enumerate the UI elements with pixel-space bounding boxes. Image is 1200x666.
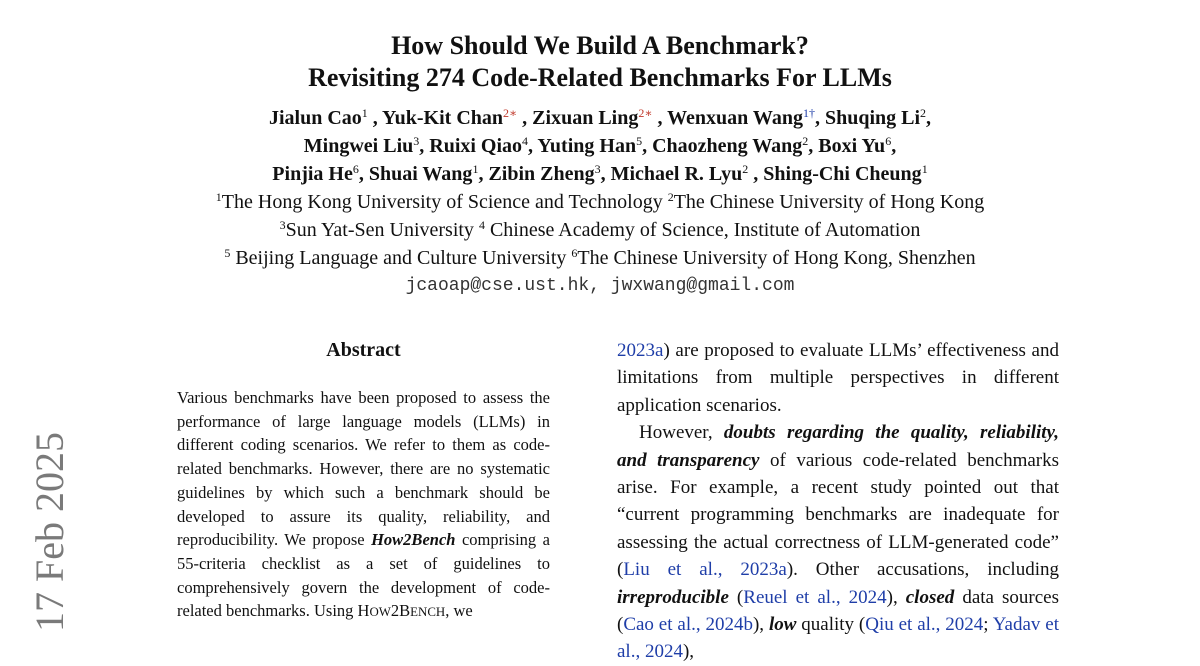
- citation-link[interactable]: 2023a: [617, 340, 664, 361]
- author-name: Jialun Cao: [268, 107, 362, 129]
- author-separator: ,: [528, 135, 538, 157]
- intro-text: (: [728, 586, 744, 608]
- intro-paragraph-2: [617, 419, 1059, 666]
- affiliation-number: 1: [215, 190, 222, 204]
- abstract-body: [177, 386, 550, 625]
- intro-text: ),: [682, 641, 695, 663]
- author-line-1: [0, 104, 1200, 132]
- author-name: Zixuan Ling: [532, 107, 639, 129]
- author-name: Zibin Zheng: [488, 163, 595, 185]
- intro-text: ) are proposed to evaluate LLMs’ effectiveness and limitations from multiple perspectives in different application scenarios.: [617, 340, 1059, 416]
- affiliation-list: [0, 188, 1200, 272]
- arxiv-date-stamp: [27, 420, 72, 635]
- author-name: Wenxuan Wang: [667, 107, 803, 129]
- affiliation-line-2: [0, 216, 1200, 244]
- author-affiliation-mark: 1: [361, 106, 368, 120]
- intro-text: ). Other accusations, including: [786, 559, 1059, 581]
- author-affiliation-mark: 1†: [802, 106, 815, 120]
- paper-title-line-1: How Should We Build A Benchmark?: [391, 31, 809, 60]
- author-separator: ,: [814, 107, 825, 129]
- intro-paragraph-1: [617, 337, 1059, 419]
- author-list: [0, 104, 1200, 188]
- contact-email: jcaoap@cse.ust.hk, jwxwang@gmail.com: [405, 276, 795, 296]
- author-separator: ,: [517, 107, 533, 129]
- citation-link[interactable]: Yadav et al., 2024: [617, 614, 1060, 663]
- author-line-3: [0, 160, 1200, 188]
- paper-header: [0, 30, 1200, 300]
- intro-text: quality (: [796, 614, 866, 636]
- author-separator: ,: [926, 107, 932, 129]
- author-name: Shing-Chi Cheung: [763, 163, 922, 185]
- irreproducible-emphasis: irreproducible: [617, 586, 729, 608]
- citation-link[interactable]: Cao et al., 2024b: [623, 614, 753, 636]
- author-affiliation-mark: 6: [885, 134, 892, 148]
- affiliation-number: 5: [224, 246, 231, 260]
- intro-text: However,: [639, 422, 724, 444]
- abstract-heading: Abstract: [326, 339, 401, 361]
- affiliation-number: 3: [279, 218, 286, 232]
- author-name: Ruixi Qiao: [429, 135, 523, 157]
- author-separator: ,: [367, 107, 383, 129]
- low-emphasis: low: [768, 614, 797, 636]
- abstract-text-3: , we: [445, 601, 473, 621]
- author-affiliation-mark: 1: [921, 162, 928, 176]
- author-separator: ,: [652, 107, 668, 129]
- affiliation-number: 4: [478, 218, 485, 232]
- author-affiliation-mark: 2: [802, 134, 809, 148]
- author-affiliation-mark: 4: [522, 134, 529, 148]
- author-separator: ,: [358, 163, 369, 185]
- author-affiliation-mark: 2∗: [638, 106, 653, 120]
- author-separator: ,: [600, 163, 611, 185]
- affiliation-name: The Chinese University of Hong Kong, Shenzhen: [577, 247, 976, 269]
- doubts-emphasis: doubts regarding the quality, reliability, and transparency: [617, 422, 1060, 471]
- affiliation-line-3: [0, 244, 1200, 272]
- author-affiliation-mark: 2: [920, 106, 927, 120]
- intro-text: of various code-related benchmarks arise. For example, a recent study pointed out that “current programming benchmarks are inadequate for assessing the actual correctness of LLM-generated code” (: [617, 449, 1059, 581]
- author-affiliation-mark: 5: [636, 134, 643, 148]
- affiliation-name: The Hong Kong University of Science and Technology: [221, 191, 668, 213]
- arxiv-date-text: 17 Feb 2025: [27, 432, 72, 632]
- affiliation-name: The Chinese University of Hong Kong: [673, 191, 985, 213]
- intro-text: ;: [983, 614, 993, 636]
- author-affiliation-mark: 3: [594, 162, 601, 176]
- how2bench-emphasis: How2Bench: [371, 530, 456, 550]
- author-affiliation-mark: 6: [352, 162, 359, 176]
- author-name: Pinjia He: [272, 163, 353, 185]
- author-name: Chaozheng Wang: [652, 135, 803, 157]
- author-separator: ,: [642, 135, 653, 157]
- intro-text: ),: [886, 586, 906, 608]
- citation-link[interactable]: Liu et al., 2023a: [623, 559, 787, 581]
- closed-emphasis: closed: [905, 586, 955, 608]
- affiliation-name: Chinese Academy of Science, Institute of Automation: [484, 219, 921, 241]
- affiliation-name: Beijing Language and Culture University: [230, 247, 572, 269]
- author-name: Shuai Wang: [368, 163, 473, 185]
- author-separator: ,: [478, 163, 489, 185]
- intro-text: data sources (: [617, 586, 1059, 636]
- author-separator: ,: [748, 163, 764, 185]
- author-affiliation-mark: 3: [413, 134, 420, 148]
- author-name: Mingwei Liu: [303, 135, 414, 157]
- affiliation-name: Sun Yat-Sen University: [285, 219, 479, 241]
- abstract-text-1: Various benchmarks have been proposed to assess the performance of large language models (LLMs) in different coding scenarios. We refer to them as code-related benchmarks. However, there are no systematic guidelines by which such a benchmark should be developed to assure its quality, reliability, and reproducibility. We propose: [177, 388, 550, 550]
- paper-title-line-2: Revisiting 274 Code-Related Benchmarks For LLMs: [308, 63, 892, 92]
- author-name: Boxi Yu: [818, 135, 886, 157]
- citation-link[interactable]: Reuel et al., 2024: [743, 586, 887, 608]
- author-name: Yuting Han: [537, 135, 637, 157]
- citation-link[interactable]: Qiu et al., 2024: [865, 614, 984, 636]
- abstract-text-2: comprising a 55-criteria checklist as a set of guidelines to comprehensively govern the development of code-related benchmarks. Using: [177, 530, 550, 621]
- affiliation-number: 6: [571, 246, 578, 260]
- author-affiliation-mark: 2∗: [503, 106, 518, 120]
- affiliation-number: 2: [667, 190, 674, 204]
- author-affiliation-mark: 1: [472, 162, 479, 176]
- author-separator: ,: [808, 135, 819, 157]
- author-line-2: [0, 132, 1200, 160]
- author-separator: ,: [419, 135, 430, 157]
- author-name: Yuk-Kit Chan: [382, 107, 504, 129]
- author-name: Michael R. Lyu: [610, 163, 743, 185]
- abstract-section: [177, 336, 550, 625]
- intro-text: ),: [752, 614, 769, 636]
- author-affiliation-mark: 2: [742, 162, 749, 176]
- author-name: Shuqing Li: [824, 107, 921, 129]
- how2bench-smallcaps: HOW2BENCH: [357, 601, 446, 621]
- author-separator: ,: [891, 135, 897, 157]
- intro-column: [617, 337, 1059, 666]
- affiliation-line-1: [0, 188, 1200, 216]
